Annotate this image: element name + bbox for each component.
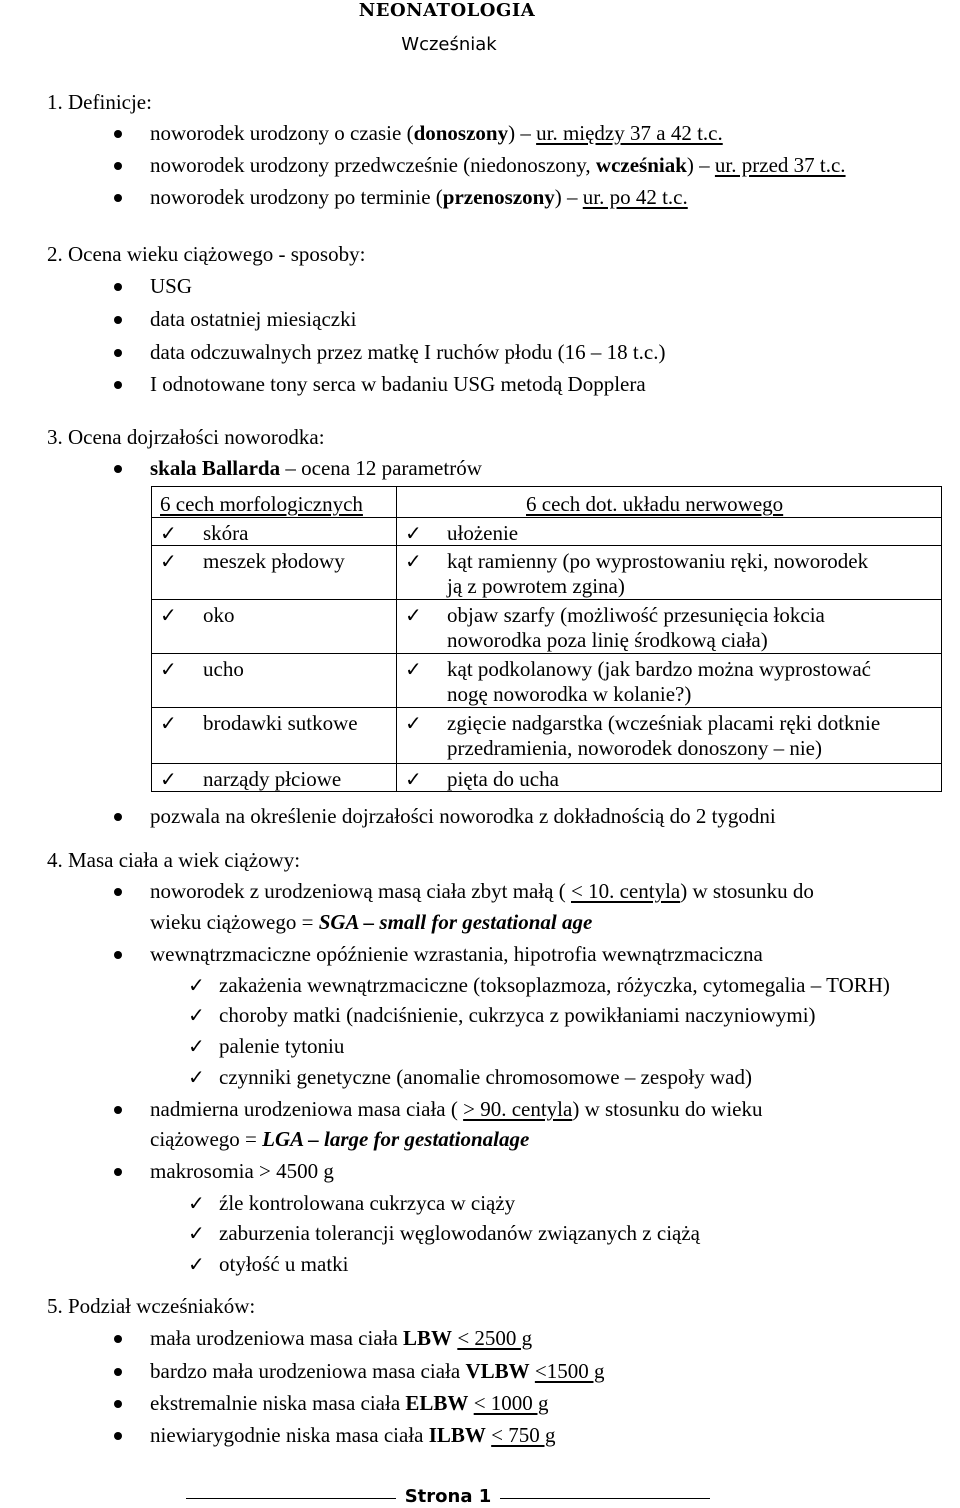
table-row-divider <box>152 517 941 518</box>
bullet-icon <box>114 381 122 389</box>
check-icon: ✓ <box>405 603 422 627</box>
table-cell: ułożenie <box>447 521 519 545</box>
bullet-icon <box>114 1106 122 1114</box>
table-header-morphological: 6 cech morfologicznych <box>160 492 363 516</box>
page-footer <box>0 1486 960 1508</box>
check-icon: ✓ <box>160 711 177 735</box>
section-3-heading: 3. Ocena dojrzałości noworodka: <box>47 425 325 449</box>
section-2-heading: 2. Ocena wieku ciążowego - sposoby: <box>47 242 366 266</box>
section-4-heading: 4. Masa ciała a wiek ciążowy: <box>47 848 301 872</box>
definition-item: noworodek urodzony po terminie (przenoszony) – ur. po 42 t.c. <box>150 185 688 209</box>
bullet-icon <box>114 194 122 202</box>
iugr-line: wewnątrzmaciczne opóźnienie wzrastania, hipotrofia wewnątrzmaciczna <box>150 942 763 966</box>
check-icon: ✓ <box>405 549 422 573</box>
iugr-cause: choroby matki (nadciśnienie, cukrzyca z powikłaniami naczyniowymi) <box>219 1003 816 1027</box>
bullet-icon <box>114 1168 122 1176</box>
check-icon: ✓ <box>405 657 422 681</box>
check-icon: ✓ <box>188 973 205 997</box>
table-column-divider <box>396 487 397 791</box>
bullet-icon <box>114 1432 122 1440</box>
page-title: NEONATOLOGIA <box>358 0 536 21</box>
table-cell: meszek płodowy <box>203 549 345 573</box>
lga-line-2: ciążowego = LGA – large for gestationalage <box>150 1127 530 1151</box>
check-icon: ✓ <box>188 1034 205 1058</box>
table-row-divider <box>152 707 941 708</box>
ballard-table <box>151 486 942 792</box>
check-icon: ✓ <box>160 521 177 545</box>
table-cell: ją z powrotem zgina) <box>447 574 625 598</box>
sga-line-1: noworodek z urodzeniową masą ciała zbyt małą ( < 10. centyla) w stosunku do <box>150 879 814 903</box>
method-item: USG <box>150 274 193 298</box>
page-number: Strona 1 <box>404 1486 492 1507</box>
table-cell: narządy płciowe <box>203 767 342 791</box>
bullet-icon <box>114 465 122 473</box>
bullet-icon <box>114 316 122 324</box>
method-item: data odczuwalnych przez matkę I ruchów płodu (16 – 18 t.c.) <box>150 340 666 364</box>
bullet-icon <box>114 951 122 959</box>
footer-rule-left <box>186 1498 396 1499</box>
table-cell: przedramienia, noworodek donoszony – nie) <box>447 736 822 760</box>
table-cell: nogę noworodka w kolanie?) <box>447 682 692 706</box>
section-1-heading: 1. Definicje: <box>47 90 152 114</box>
bullet-icon <box>114 130 122 138</box>
bullet-icon <box>114 283 122 291</box>
check-icon: ✓ <box>160 657 177 681</box>
iugr-cause: palenie tytoniu <box>219 1034 345 1058</box>
bullet-icon <box>114 888 122 896</box>
check-icon: ✓ <box>160 603 177 627</box>
check-icon: ✓ <box>405 711 422 735</box>
method-item: data ostatniej miesiączki <box>150 307 357 331</box>
table-cell: oko <box>203 603 235 627</box>
table-row-divider <box>152 763 941 764</box>
table-row-divider <box>152 653 941 654</box>
check-icon: ✓ <box>405 521 422 545</box>
iugr-cause: czynniki genetyczne (anomalie chromosomowe – zespoły wad) <box>219 1065 752 1089</box>
bullet-icon <box>114 1368 122 1376</box>
sga-line-2: wieku ciążowego = SGA – small for gestational age <box>150 910 593 934</box>
definition-item: noworodek urodzony o czasie (donoszony) – ur. między 37 a 42 t.c. <box>150 121 723 145</box>
table-cell: brodawki sutkowe <box>203 711 358 735</box>
check-icon: ✓ <box>188 1003 205 1027</box>
macrosomia-cause: otyłość u matki <box>219 1252 349 1276</box>
footer-rule-right <box>500 1498 710 1499</box>
macrosomia-cause: źle kontrolowana cukrzyca w ciąży <box>219 1191 516 1215</box>
table-header-neurological: 6 cech dot. układu nerwowego <box>526 492 784 516</box>
definition-item: noworodek urodzony przedwcześnie (niedonoszony, wcześniak) – ur. przed 37 t.c. <box>150 153 846 177</box>
check-icon: ✓ <box>188 1065 205 1089</box>
table-cell: kąt ramienny (po wyprostowaniu ręki, noworodek <box>447 549 869 573</box>
bullet-icon <box>114 813 122 821</box>
lga-line-1: nadmierna urodzeniowa masa ciała ( > 90. centyla) w stosunku do wieku <box>150 1097 763 1121</box>
check-icon: ✓ <box>405 767 422 791</box>
macrosomia-line: makrosomia > 4500 g <box>150 1159 334 1183</box>
section-5-heading: 5. Podział wcześniaków: <box>47 1294 256 1318</box>
ballard-note: pozwala na określenie dojrzałości noworodka z dokładnością do 2 tygodni <box>150 804 776 828</box>
weight-class-item: ekstremalnie niska masa ciała ELBW < 1000 g <box>150 1391 549 1415</box>
ballard-scale-line: skala Ballarda – ocena 12 parametrów <box>150 456 482 480</box>
bullet-icon <box>114 162 122 170</box>
check-icon: ✓ <box>188 1252 205 1276</box>
weight-class-item: niewiarygodnie niska masa ciała ILBW < 750 g <box>150 1423 556 1447</box>
bullet-icon <box>114 349 122 357</box>
macrosomia-cause: zaburzenia tolerancji węglowodanów związanych z ciążą <box>219 1221 700 1245</box>
table-cell: skóra <box>203 521 249 545</box>
table-cell: pięta do ucha <box>447 767 559 791</box>
check-icon: ✓ <box>188 1221 205 1245</box>
check-icon: ✓ <box>160 767 177 791</box>
method-item: I odnotowane tony serca w badaniu USG metodą Dopplera <box>150 372 646 396</box>
check-icon: ✓ <box>160 549 177 573</box>
table-cell: kąt podkolanowy (jak bardzo można wyprostować <box>447 657 871 681</box>
weight-class-item: mała urodzeniowa masa ciała LBW < 2500 g <box>150 1326 533 1350</box>
check-icon: ✓ <box>188 1191 205 1215</box>
table-row-divider <box>152 545 941 546</box>
bullet-icon <box>114 1335 122 1343</box>
table-cell: objaw szarfy (możliwość przesunięcia łokcia <box>447 603 825 627</box>
table-row-divider <box>152 599 941 600</box>
iugr-cause: zakażenia wewnątrzmaciczne (toksoplazmoza, różyczka, cytomegalia – TORH) <box>219 973 890 997</box>
bullet-icon <box>114 1400 122 1408</box>
table-cell: ucho <box>203 657 244 681</box>
page-subtitle: Wcześniak <box>401 34 497 55</box>
weight-class-item: bardzo mała urodzeniowa masa ciała VLBW <1500 g <box>150 1359 605 1383</box>
table-cell: noworodka poza linię środkową ciała) <box>447 628 768 652</box>
table-cell: zgięcie nadgarstka (wcześniak placami ręki dotknie <box>447 711 881 735</box>
